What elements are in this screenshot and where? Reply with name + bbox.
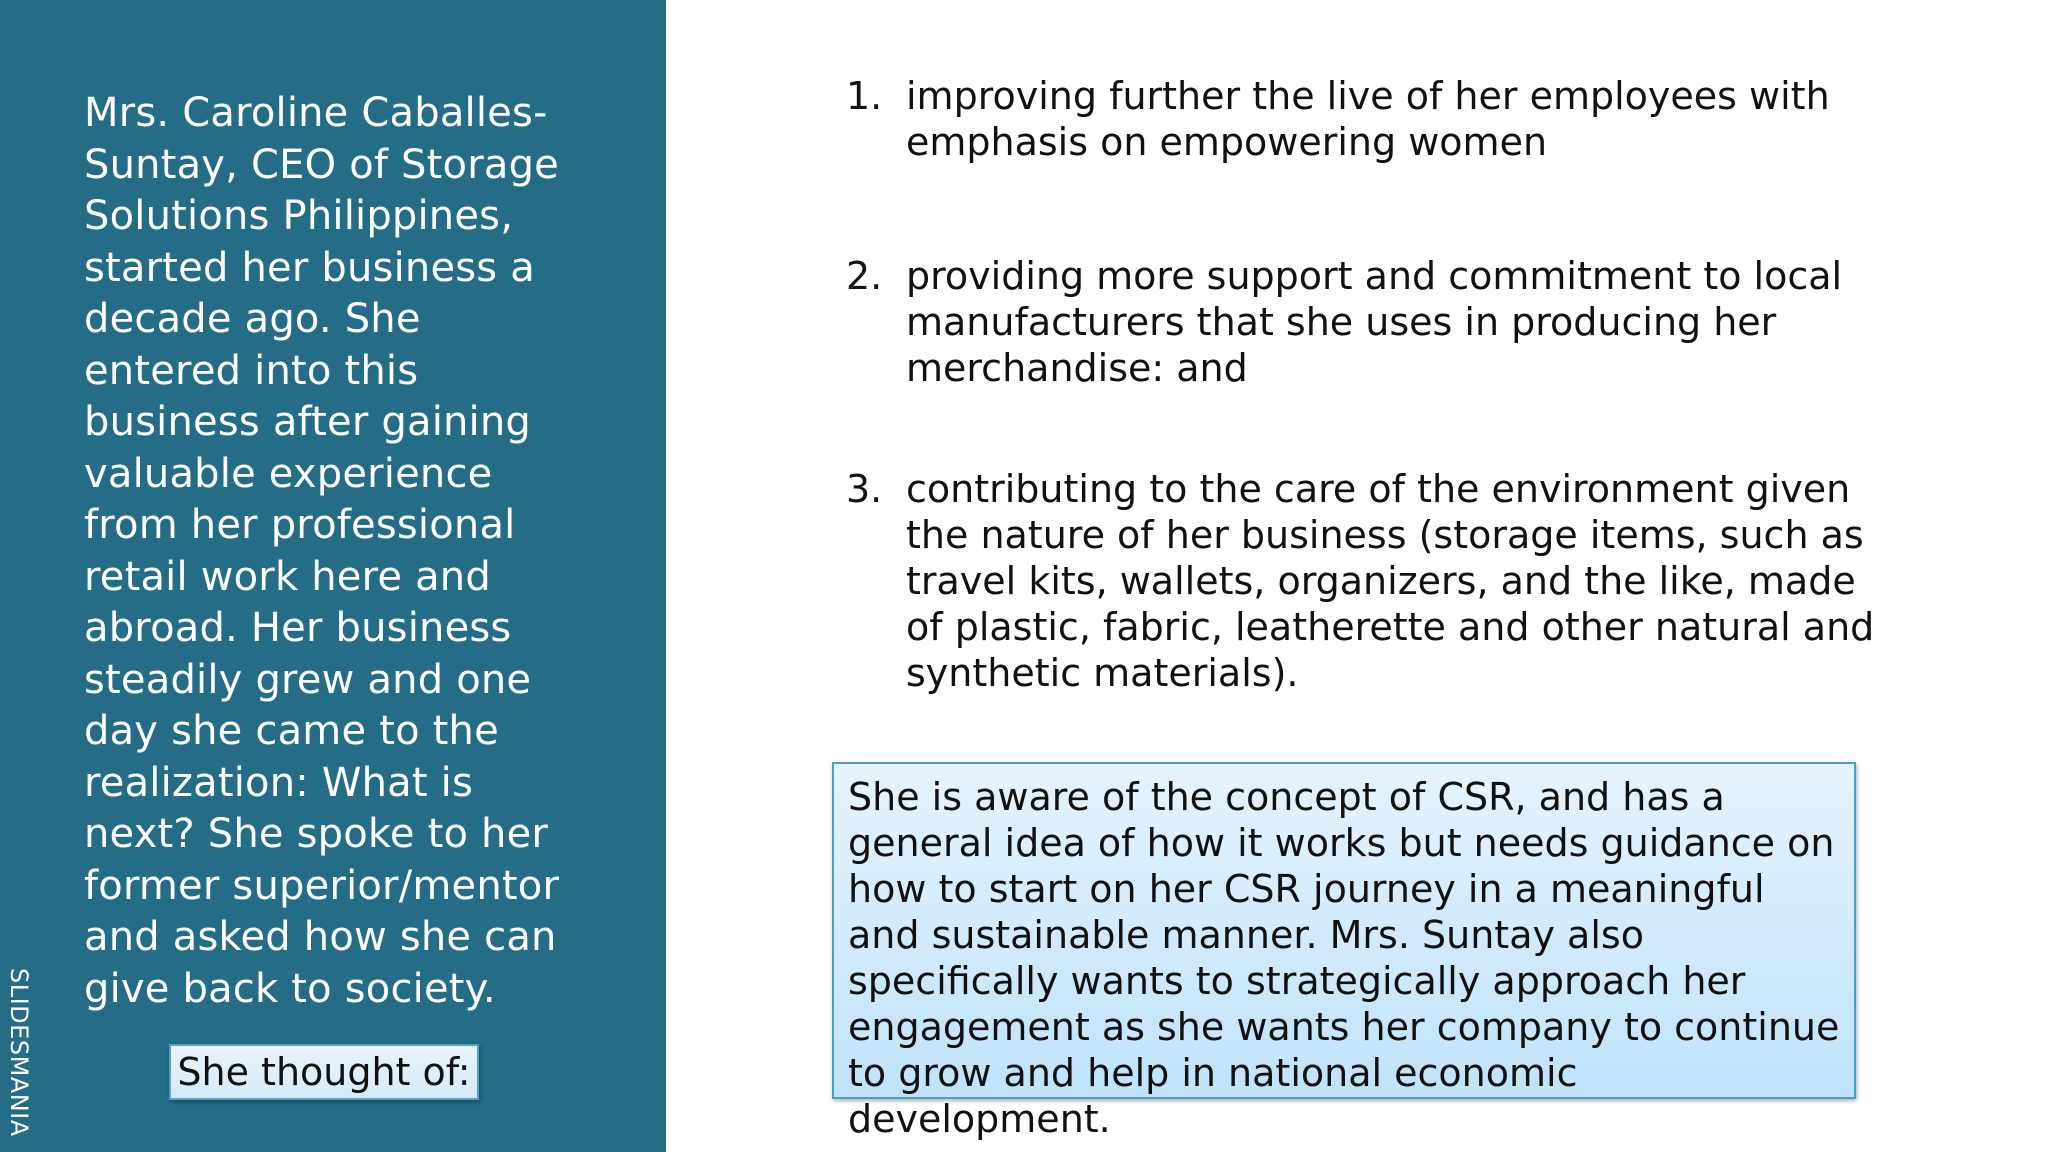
list-item-number: 1. bbox=[846, 74, 883, 118]
list-item-text: contributing to the care of the environment given the nature of her business (storage items, such as travel kits, wallets, organizers, and the like, made of plastic, fabric, leatherette and other natural and synthetic materials). bbox=[906, 467, 1875, 695]
left-panel bbox=[0, 0, 666, 1152]
list-item-number: 2. bbox=[846, 254, 883, 298]
list-item-text: improving further the live of her employees with emphasis on empowering women bbox=[906, 74, 1830, 164]
csr-callout-box: She is aware of the concept of CSR, and has a general idea of how it works but needs guidance on how to start on her CSR journey in a meaningful and sustainable manner. Mrs. Suntay also specifically wants to strategically approach her engagement as she wants her company to continue to grow and help in national economic development. bbox=[832, 762, 1856, 1099]
slidesmania-watermark: SLIDESMANIA bbox=[5, 968, 33, 1137]
list-item-number: 3. bbox=[846, 467, 883, 511]
intro-paragraph: Mrs. Caroline Caballes-Suntay, CEO of Storage Solutions Philippines, started her business a decade ago. She entered into this business after gaining valuable experience from her professional retail work here and abroad. Her business steadily grew and one day she came to the realization: What is next? She spoke to her former superior/mentor and asked how she can give back to society. bbox=[84, 90, 560, 1012]
she-thought-of-label: She thought of: bbox=[169, 1044, 479, 1100]
list-item-text: providing more support and commitment to local manufacturers that she uses in producing her merchandise: and bbox=[906, 254, 1843, 390]
